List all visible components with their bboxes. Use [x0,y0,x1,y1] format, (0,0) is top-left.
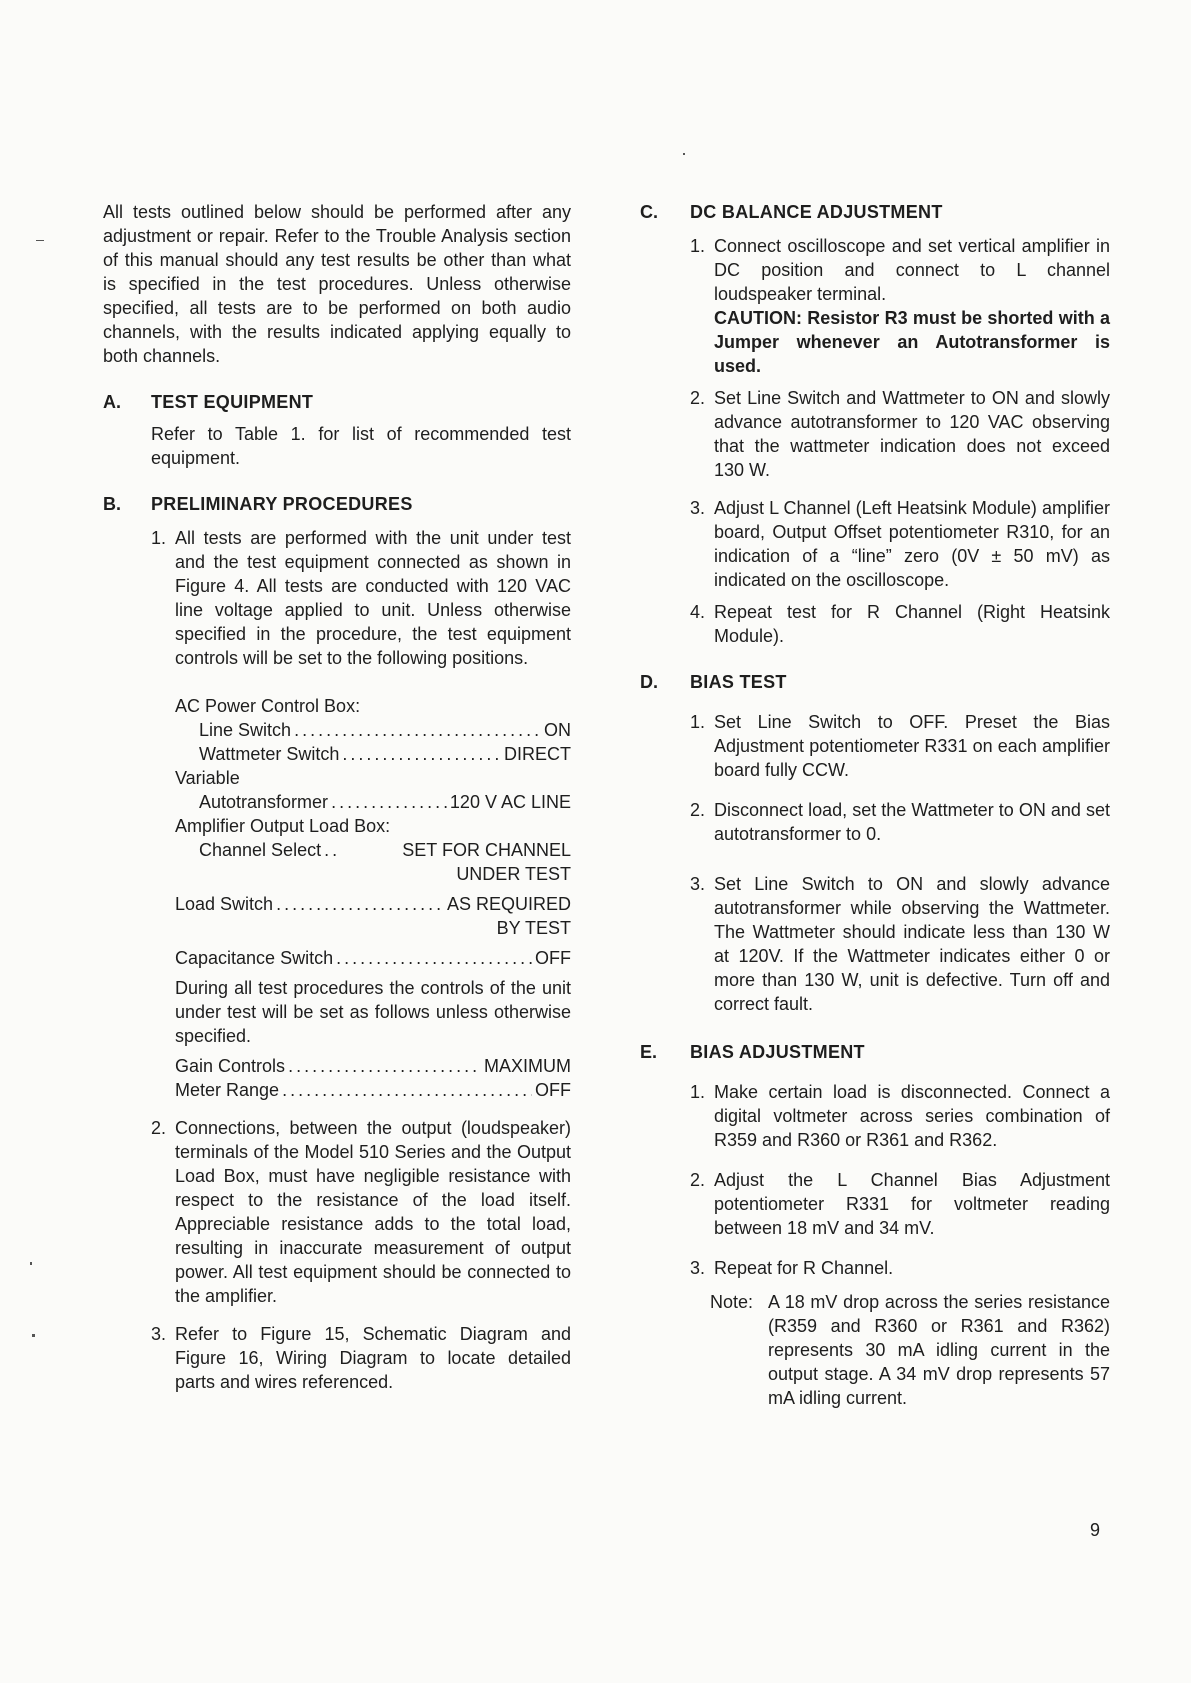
section-a-body: Refer to Table 1. for list of recommended test equipment. [151,424,571,468]
item-number: 2. [690,388,706,408]
amplifier-output-load-box-heading: Amplifier Output Load Box: [175,816,391,836]
setting-value: OFF [535,948,571,968]
leader-dots [324,838,338,862]
page-number: 9 [1090,1520,1101,1540]
setting-label: Autotransformer [199,792,329,812]
item-number: 3. [690,874,706,894]
item-text: Set Line Switch to ON and slowly advance autotransformer while observing the Wattmeter. The Wattmeter should indicate less than 130 W at 120V. If the Wattmeter indicates either 0 or more than 130 W, unit is defective. Turn off and correct fault. [714,874,1110,1014]
section-c-item-4 [690,600,1110,648]
section-e-item-2 [690,1168,1110,1240]
setting-channel-select [199,838,571,862]
intro-paragraph: All tests outlined below should be performed after any adjustment or repair. Refer to the Trouble Analysis section of this manual should any test results be other than what is specified in the test procedures. Unless otherwise specified, all tests are to be performed on both audio channels, with the results indicated applying equally to both channels. [103,202,571,366]
item-text: Set Line Switch to OFF. Preset the Bias Adjustment potentiometer R331 on each amplifier board fully CCW. [714,712,1110,780]
right-column [640,200,1110,1410]
item-number: 3. [690,1258,706,1278]
item-number: 4. [690,602,706,622]
section-b [103,492,571,1394]
scan-mark [32,1334,35,1337]
scan-mark [683,153,685,155]
setting-value: OFF [535,1080,571,1100]
setting-label: Load Switch [175,894,274,914]
variable-heading: Variable [175,768,240,788]
setting-value: DIRECT [504,744,571,764]
section-b-item-1 [151,526,571,1102]
item-text: Connections, between the output (loudspeaker) terminals of the Model 510 Series and the Output Load Box, must have negligible resistance with respect to the resistance of the load itself. Appreciable resistance adds to the total load, resulting in inaccurate measurement of output power. All test equipment should be connected to the amplifier. [175,1118,571,1306]
setting-wattmeter-switch [199,742,571,766]
section-c-item-1 [690,234,1110,378]
section-b-item-2 [151,1116,571,1308]
section-d-item-2 [690,798,1110,846]
item-text: Repeat for R Channel. [714,1258,894,1278]
section-c-item-3 [690,496,1110,592]
section-e [640,1040,1110,1410]
item-number: 3. [151,1324,167,1344]
leader-dots [342,742,501,766]
section-d-item-1 [690,710,1110,782]
setting-value: 120 V AC LINE [449,792,571,812]
item-text: Set Line Switch and Wattmeter to ON and slowly advance autotransformer to 120 VAC observing that the wattmeter indication does not exceed 130 W. [714,388,1110,480]
item-text: Adjust L Channel (Left Heatsink Module) amplifier board, Output Offset potentiometer R310, for an indication of a “line” zero (0V ± 50 mV) as indicated on the oscilloscope. [714,498,1110,590]
bias-note [710,1290,1110,1410]
setting-meter-range [175,1078,571,1102]
item-number: 2. [690,800,706,820]
leader-dots [288,1054,481,1078]
setting-label: Gain Controls [175,1056,286,1076]
section-b-letter: B. [103,494,121,514]
section-c-title: DC BALANCE ADJUSTMENT [690,202,943,222]
item-number: 1. [690,236,706,256]
item-text: Repeat test for R Channel (Right Heatsink Module). [714,602,1110,646]
setting-label: Meter Range [175,1080,280,1100]
setting-label: Channel Select [199,840,322,860]
leader-dots [282,1078,532,1102]
leader-dots [336,946,532,970]
item-number: 2. [151,1118,167,1138]
item-number: 1. [151,528,167,548]
setting-load-switch-value-2: BY TEST [496,918,571,938]
section-e-title: BIAS ADJUSTMENT [690,1042,865,1062]
setting-value: ON [544,720,571,740]
during-tests-paragraph: During all test procedures the controls of the unit under test will be set as follows unless otherwise specified. [175,978,571,1046]
setting-line-switch [199,718,571,742]
leader-dots [331,790,447,814]
note-text: A 18 mV drop across the series resistance (R359 and R360 or R361 and R362) represents 30 mA idling current in the output stage. A 34 mV drop represents 57 mA idling current. [768,1292,1110,1408]
scan-mark [36,240,44,241]
section-c-letter: C. [640,202,658,222]
section-a-title: TEST EQUIPMENT [151,392,314,412]
setting-label: Wattmeter Switch [199,744,340,764]
section-e-item-3 [690,1256,1110,1280]
setting-value: SET FOR CHANNEL [402,840,571,860]
section-d [640,670,1110,1016]
item-text: Adjust the L Channel Bias Adjustment potentiometer R331 for voltmeter reading between 18 mV and 34 mV. [714,1170,1110,1238]
item-text: Make certain load is disconnected. Connect a digital voltmeter across series combination of R359 and R360 or R361 and R362. [714,1082,1110,1150]
ac-power-control-box-heading: AC Power Control Box: [175,696,361,716]
leader-dots [294,718,541,742]
setting-autotransformer [199,790,571,814]
caution-note: CAUTION: Resistor R3 must be shorted with a Jumper whenever an Autotransformer is used. [714,308,1110,376]
item-number: 3. [690,498,706,518]
item-text: All tests are performed with the unit under test and the test equipment connected as shown in Figure 4. All tests are conducted with 120 VAC line voltage applied to unit. Unless otherwise specified in the procedure, the test equipment controls will be set to the following positions. [175,528,571,668]
section-e-item-1 [690,1080,1110,1152]
settings-list [175,694,571,1102]
note-label: Note: [710,1292,754,1312]
section-d-item-3 [690,872,1110,1016]
section-a-letter: A. [103,392,121,412]
setting-label: Line Switch [199,720,292,740]
section-d-title: BIAS TEST [690,672,787,692]
section-e-letter: E. [640,1042,658,1062]
setting-load-switch [175,892,571,916]
setting-gain-controls [175,1054,571,1078]
section-d-letter: D. [640,672,658,692]
setting-value: MAXIMUM [484,1056,571,1076]
leader-dots [276,892,444,916]
setting-capacitance-switch [175,946,571,970]
left-column [103,200,571,1394]
item-number: 2. [690,1170,706,1190]
scan-mark [30,1262,32,1265]
item-number: 1. [690,1082,706,1102]
section-c [640,200,1110,648]
section-c-item-2 [690,386,1110,482]
item-text: Connect oscilloscope and set vertical amplifier in DC position and connect to L channel loudspeaker terminal. [714,236,1110,304]
item-text: Refer to Figure 15, Schematic Diagram and Figure 16, Wiring Diagram to locate detailed parts and wires referenced. [175,1324,571,1392]
section-a [103,390,571,470]
setting-value: AS REQUIRED [446,894,571,914]
item-number: 1. [690,712,706,732]
section-b-title: PRELIMINARY PROCEDURES [151,494,413,514]
setting-channel-select-value-2: UNDER TEST [456,864,571,884]
section-b-item-3 [151,1322,571,1394]
item-text: Disconnect load, set the Wattmeter to ON and set autotransformer to 0. [714,800,1110,844]
setting-label: Capacitance Switch [175,948,334,968]
